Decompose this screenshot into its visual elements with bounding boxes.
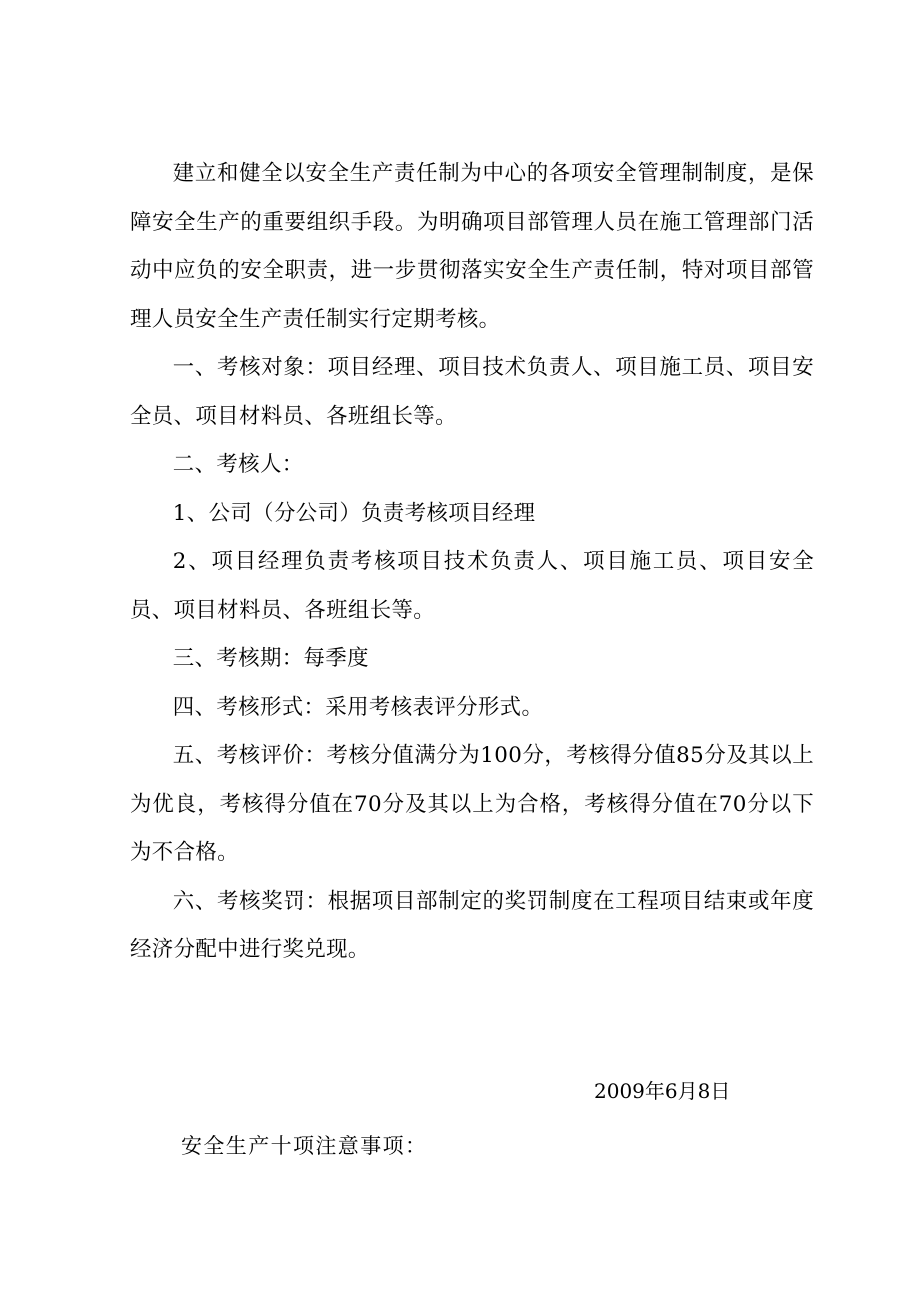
section-heading-safety-notes: 安全生产十项注意事项： [181, 1134, 428, 1158]
paragraph-assessment-evaluation: 五、考核评价：考核分值满分为100分，考核得分值85分及其以上为优良，考核得分值在70分及其以上为合格，考核得分值在70分以下为不合格。 [130, 743, 814, 865]
document-body [130, 150, 814, 975]
paragraph-assessor-project-manager: 2、项目经理负责考核项目技术负责人、项目施工员、项目安全员、项目材料员、各班组长等。 [130, 549, 814, 623]
paragraph-assessment-form: 四、考核形式：采用考核表评分形式。 [172, 694, 544, 720]
paragraph-rewards-penalties: 六、考核奖罚：根据项目部制定的奖罚制度在工程项目结束或年度经济分配中进行奖兑现。 [130, 888, 814, 962]
document-date: 2009年6月8日 [594, 1079, 731, 1103]
paragraph-assessor-company: 1、公司（分公司）负责考核项目经理 [172, 500, 536, 526]
paragraph-assessment-targets: 一、考核对象：项目经理、项目技术负责人、项目施工员、项目安全员、项目材料员、各班组长等。 [130, 355, 814, 429]
paragraph-intro: 建立和健全以安全生产责任制为中心的各项安全管理制制度，是保障安全生产的重要组织手段。为明确项目部管理人员在施工管理部门活动中应负的安全职责，进一步贯彻落实安全生产责任制，特对项目部管理人员安全生产责任制实行定期考核。 [130, 161, 814, 332]
paragraph-assessment-period: 三、考核期：每季度 [172, 646, 369, 671]
paragraph-assessors-heading: 二、考核人： [172, 452, 304, 477]
